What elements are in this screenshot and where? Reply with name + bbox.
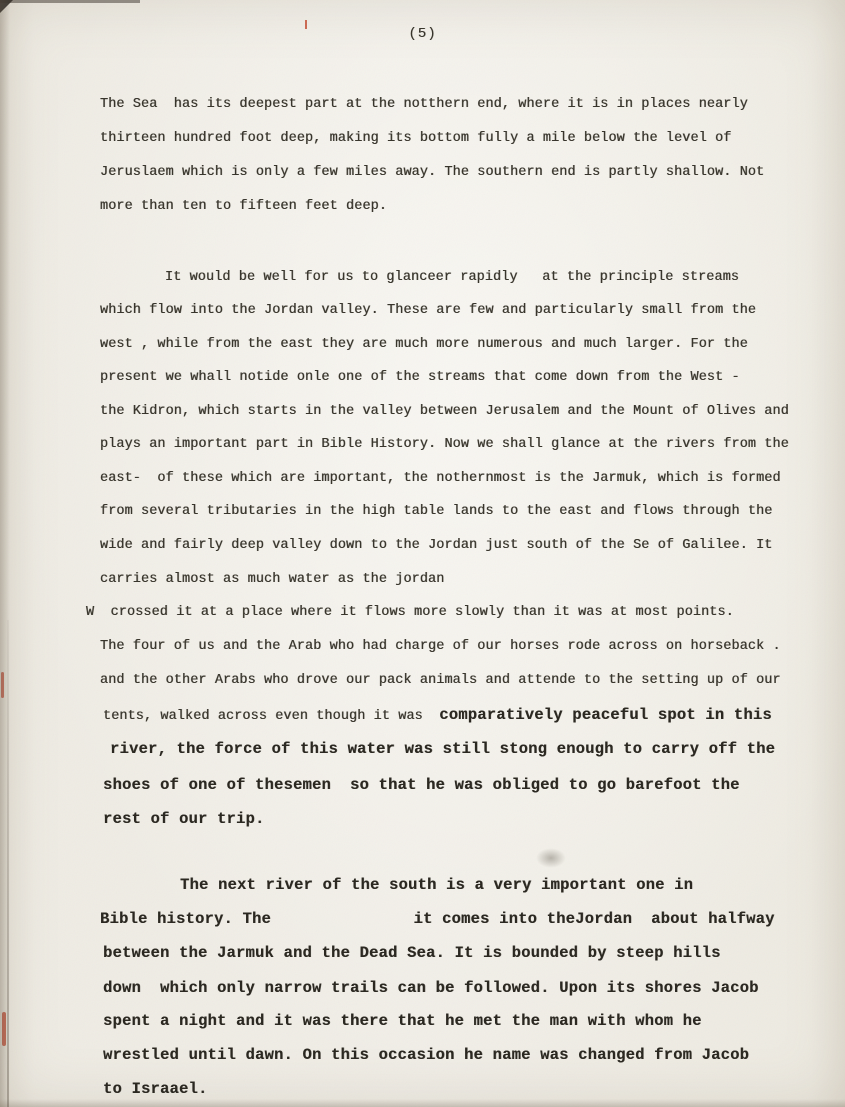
scan-smudge bbox=[536, 848, 566, 868]
text-line: from several tributaries in the high table lands to the east and flows through the bbox=[100, 504, 773, 519]
text-line: The next river of the south is a very important one in bbox=[180, 876, 694, 894]
text-line: the Kidron, which starts in the valley between Jerusalem and the Mount of Olives and bbox=[100, 404, 789, 419]
text-line: down which only narrow trails can be followed. Upon its shores Jacob bbox=[103, 979, 759, 997]
text-line: The Sea has its deepest part at the notthern end, where it is in places nearly bbox=[100, 97, 748, 112]
scan-edge-shadow-left bbox=[0, 0, 10, 1107]
text-line: plays an important part in Bible History. Now we shall glance at the rivers from the bbox=[100, 437, 789, 452]
text-line: shoes of one of thesemen so that he was obliged to go barefoot the bbox=[103, 776, 740, 794]
text-line: between the Jarmuk and the Dead Sea. It is bounded by steep hills bbox=[103, 944, 721, 962]
text-line: Bible history. The it comes into theJordan about halfway bbox=[100, 910, 775, 928]
text-line: west , while from the east they are much more numerous and much larger. For the bbox=[100, 337, 748, 352]
text-line: which flow into the Jordan valley. These are few and particularly small from the bbox=[100, 303, 757, 318]
text-line: wide and fairly deep valley down to the Jordan just south of the Se of Galilee. It bbox=[100, 538, 773, 553]
text-line: and the other Arabs who drove our pack animals and attende to the setting up of our bbox=[100, 673, 781, 688]
text-line: thirteen hundred foot deep, making its bottom fully a mile below the level of bbox=[100, 131, 732, 146]
text-line: W crossed it at a place where it flows more slowly than it was at most points. bbox=[86, 605, 734, 620]
text-line: rest of our trip. bbox=[103, 810, 265, 828]
text-line: Jeruslaem which is only a few miles away. The southern end is partly shallow. Not bbox=[100, 165, 765, 180]
text-line: more than ten to fifteen feet deep. bbox=[100, 199, 388, 214]
page-number: (5) bbox=[408, 26, 437, 42]
text-line: river, the force of this water was still stong enough to carry off the bbox=[110, 740, 776, 758]
text-line: present we whall notide onle one of the streams that come down from the West - bbox=[100, 370, 740, 385]
text-line: It would be well for us to glanceer rapidly at the principle streams bbox=[165, 270, 740, 285]
text-line: wrestled until dawn. On this occasion he name was changed from Jacob bbox=[103, 1046, 750, 1064]
text-line: east- of these which are important, the nothernmost is the Jarmuk, which is formed bbox=[100, 471, 781, 486]
text-line-mixed-typeface bbox=[103, 706, 772, 724]
scan-top-edge-mark bbox=[0, 0, 140, 3]
scan-edge-shadow-bottom bbox=[0, 1099, 845, 1107]
text-segment-small-type: tents, walked across even though it was bbox=[103, 709, 440, 724]
text-line: spent a night and it was there that he met the man with whom he bbox=[103, 1012, 702, 1030]
text-line: carries almost as much water as the jordan bbox=[100, 572, 445, 587]
text-line: The four of us and the Arab who had charge of our horses rode across on horseback . bbox=[100, 639, 781, 654]
text-line: to Israael. bbox=[103, 1080, 208, 1098]
text-segment-large-type: comparatively peaceful spot in this bbox=[439, 706, 772, 724]
